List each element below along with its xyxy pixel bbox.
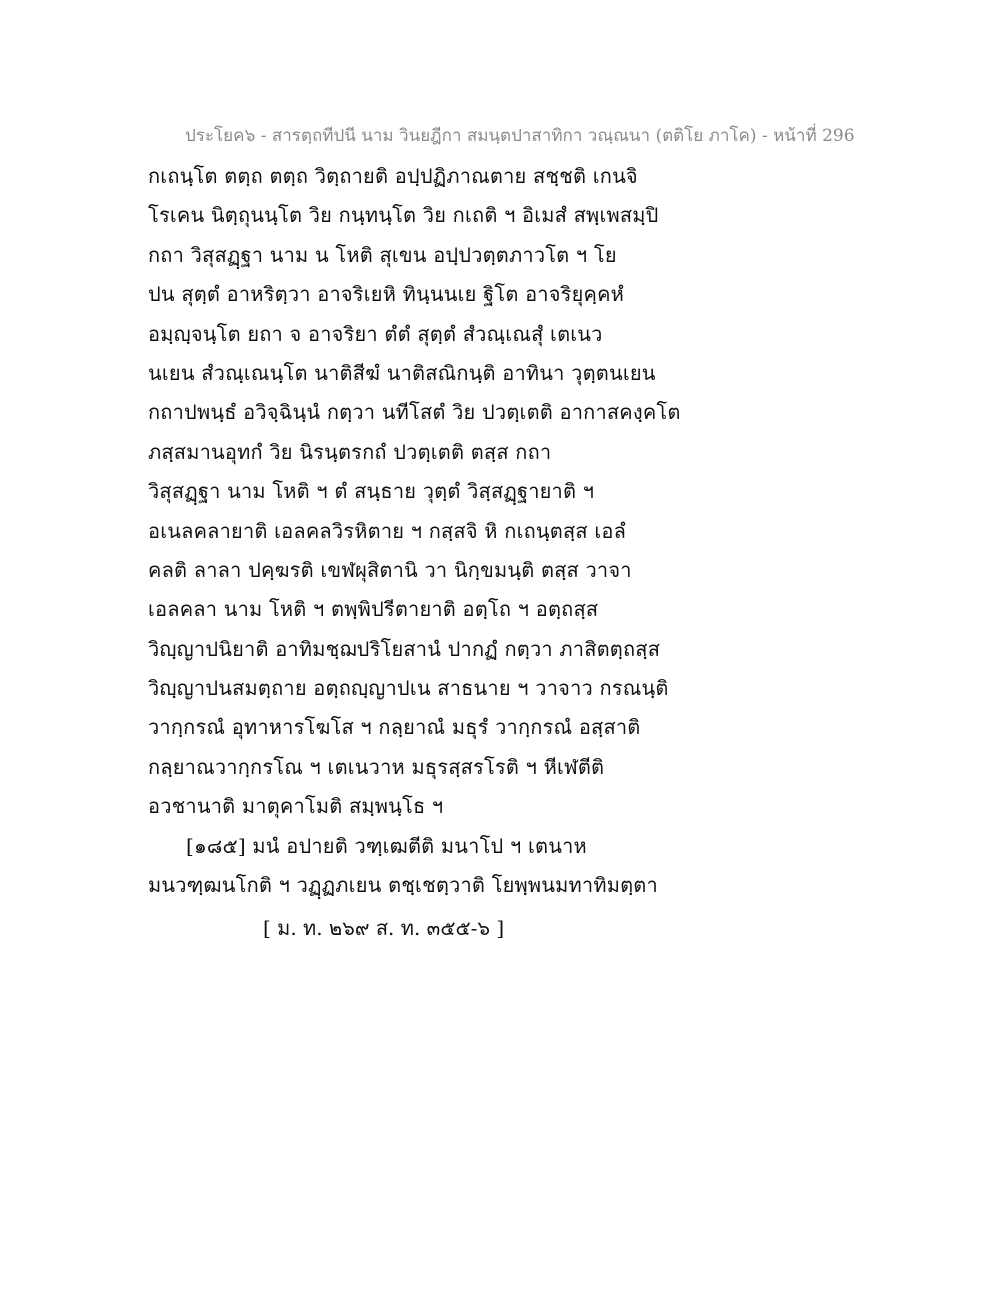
page-header: ประโยค๖ - สารตฺถทีปนี นาม วินยฎีกา สมนฺตปาสาทิกา วณฺณนา (ตติโย ภาโค) - หน้าที่ 296	[185, 126, 855, 146]
text-line: กลฺยาณวากฺกรโณ ฯ เตเนวาห มธุรสฺสรโรติ ฯ หีเฬตีติ	[148, 754, 605, 779]
text-line: วากฺกรณํ อุทาหารโฆโส ฯ กลฺยาณํ มธุรํ วากฺกรณํ อสฺสาติ	[148, 715, 641, 740]
text-line: อเนลคลายาติ เอลคลวิรหิตาย ฯ กสฺสจิ หิ กเถนฺตสฺส เอลํ	[148, 518, 627, 543]
text-line: วิญฺญาปนิยาติ อาทิมชฺฌปริโยสานํ ปากฏํ กตฺวา ภาสิตตฺถสฺส	[148, 636, 661, 661]
text-line: กเถนฺโต ตตฺถ ตตฺถ วิตฺถายติ อปฺปฏิภาณตาย สชฺชติ เกนจิ	[148, 164, 638, 188]
citation-reference: [ ม. ท. ๒๖๙ ส. ท. ๓๕๕-๖ ]	[263, 916, 505, 940]
text-line: โรเคน นิตฺถุนนฺโต วิย กนฺทนฺโต วิย กเถติ ฯ อิเมสํ สพฺเพสมฺปิ	[148, 203, 659, 228]
text-line: คลติ ลาลา ปคฺฆรติ เขฬผุสิตานิ วา นิกฺขมนฺติ ตสฺส วาจา	[148, 557, 632, 582]
text-line: นเยน สํวณฺเณนฺโต นาติสีฆํ นาติสณิกนฺติ อาทินา วุตฺตนเยน	[148, 360, 656, 385]
text-line: เอลคลา นาม โหติ ฯ ตพฺพิปรีตายาติ อตฺโถ ฯ อตฺถสฺส	[148, 597, 599, 622]
text-line: ภสฺสมานอุทกํ วิย นิรนฺตรกถํ ปวตฺเตติ ตสฺส กถา	[148, 439, 552, 464]
text-line: กถาปพนฺธํ อวิจฺฉินฺนํ กตฺวา นทีโสตํ วิย ปวตฺเตติ อากาสคงฺคโต	[148, 400, 681, 425]
text-line: กถา วิสุสฏฺฐา นาม น โหติ สุเขน อปฺปวตฺตภาวโต ฯ โย	[148, 242, 617, 267]
paragraph-start-line: [๑๘๕] มนํ อปายติ วฑฺเฒตีติ มนาโป ฯ เตนาห	[186, 833, 587, 858]
text-line: ปน สุตฺตํ อาหริตฺวา อาจริเยหิ ทินฺนนเย ฐิโต อาจริยุคฺคหํ	[148, 282, 625, 307]
body-text	[148, 157, 681, 905]
text-line: มนวฑฺฒนโกติ ฯ วฏฺฏภเยน ตชฺเชตฺวาติ โยพฺพนมทาทิมตฺตา	[148, 873, 658, 898]
text-line: อมฺญฺจนฺโต ยถา จ อาจริยา ตํตํ สุตฺตํ สํวณฺเณสุํ เตเนว	[148, 321, 603, 346]
text-line: วิสุสฏฺฐา นาม โหติ ฯ ตํ สนฺธาย วุตฺตํ วิสฺสฏฺฐายาติ ฯ	[148, 479, 595, 504]
text-line: วิญฺญาปนสมตฺถาย อตฺถญฺญาปเน สาธนาย ฯ วาจาว กรณนฺติ	[148, 676, 669, 701]
text-line: อวชานาติ มาตุคาโมติ สมฺพนฺโธ ฯ	[148, 794, 444, 819]
